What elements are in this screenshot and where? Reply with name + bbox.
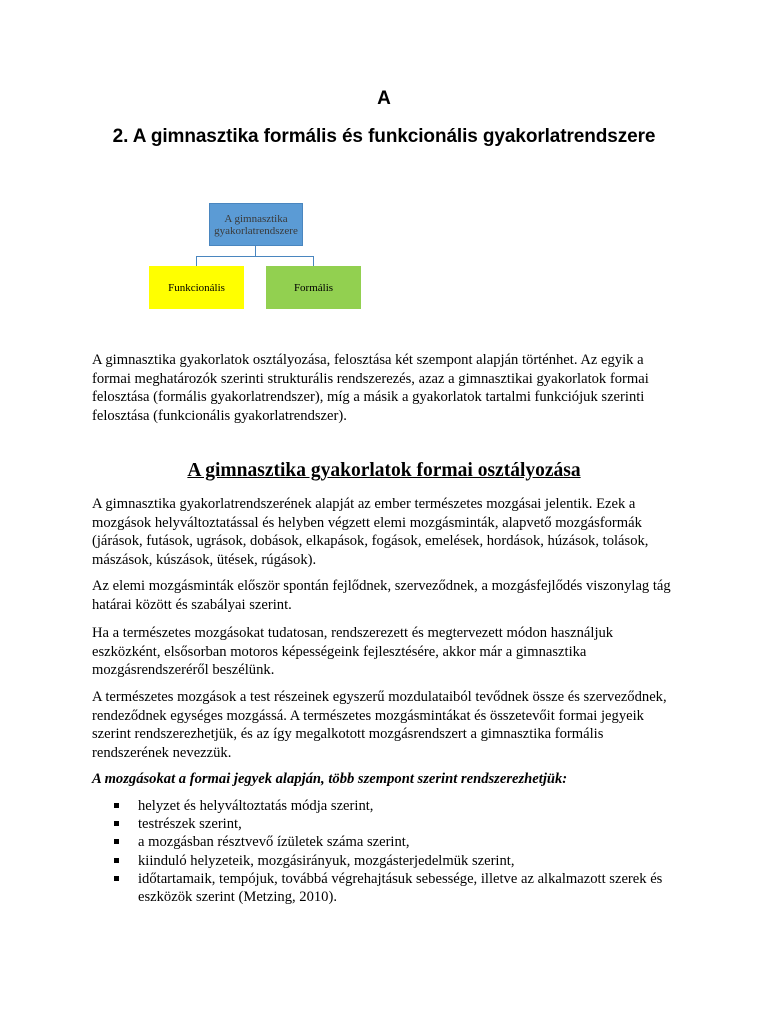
diagram-node-formal: Formális [266, 266, 361, 309]
list-item [92, 870, 682, 906]
body-paragraph: A természetes mozgások a test részeinek egyszerű mozdulataiból tevődnek össze és szerveződnek, rendeződnek egységes mozgássá. A természetes mozgásmintákat és összetevőit formai jegyeik szerint rendszerezhetjük, és az így megalkotott mozgásrendszert a gimnasztika formális rendszerének nevezzük. [92, 689, 667, 761]
page-title: 2. A gimnasztika formális és funkcionális gyakorlatrendszere [112, 126, 656, 147]
section-letter: A [377, 88, 391, 109]
section-heading: A gimnasztika gyakorlatok formai osztályozása [187, 460, 581, 481]
bullet-square-icon [114, 858, 119, 863]
list-item-text: időtartamaik, tempójuk, továbbá végrehajtásuk sebessége, illetve az alkalmazott szerek és eszközök szerint (Metzing, 2010). [138, 870, 663, 906]
bullet-square-icon [114, 876, 119, 881]
bullet-square-icon [114, 803, 119, 808]
hierarchy-diagram [0, 0, 768, 330]
list-item [92, 797, 682, 815]
list-item-text: helyzet és helyváltoztatás módja szerint, [138, 798, 374, 814]
diagram-root-node: A gimnasztika gyakorlatrendszere [209, 203, 303, 246]
connector-horizontal [196, 256, 314, 257]
list-item [92, 833, 682, 851]
bullet-square-icon [114, 821, 119, 826]
body-paragraph: Az elemi mozgásminták először spontán fejlődnek, szerveződnek, a mozgásfejlődés viszonylag tág határai között és szabályai szerint. [92, 578, 671, 613]
body-paragraph: A gimnasztika gyakorlatrendszerének alapját az ember természetes mozgásai jelentik. Ezek a mozgások helyváltoztatással és helyben végzett elemi mozgásminták, alapvető mozgásformák (járások, futások, ugrások, dobások, elkapások, fogások, emelések, hordások, húzások, tolások, mászások, kúszások, ütések, rúgások). [92, 496, 649, 568]
list-item-text: kiinduló helyzeteik, mozgásirányuk, mozgásterjedelmük szerint, [138, 852, 515, 869]
intro-paragraph: A gimnasztika gyakorlatok osztályozása, felosztása két szempont alapján történhet. Az egyik a formai meghatározók szerinti strukturális rendszerezés, azaz a gimnasztikai gyakorlatok formai felosztása (formális gyakorlatrendszer), míg a másik a gyakorlatok tartalmi funkciójuk szerinti felosztása (funkcionális gyakorlatrendszer). [92, 352, 649, 424]
list-item [92, 852, 682, 870]
bullet-square-icon [114, 839, 119, 844]
bullet-list [92, 797, 682, 906]
emphasis-paragraph: A mozgásokat a formai jegyek alapján, több szempont szerint rendszerezhetjük: [92, 771, 568, 787]
list-item-text: testrészek szerint, [138, 816, 242, 833]
list-item-text: a mozgásban résztvevő ízületek száma szerint, [138, 834, 410, 851]
diagram-node-functional: Funkcionális [149, 266, 244, 309]
connector-vertical-root [255, 246, 256, 256]
connector-vertical-right [313, 256, 314, 266]
body-paragraph: Ha a természetes mozgásokat tudatosan, rendszerezett és megtervezett módon használjuk eszközként, elsősorban motoros képességeink fejlesztésére, akkor már a gimnasztika mozgásrendszeréről beszélünk. [92, 625, 614, 678]
connector-vertical-left [196, 256, 197, 266]
list-item [92, 815, 682, 833]
